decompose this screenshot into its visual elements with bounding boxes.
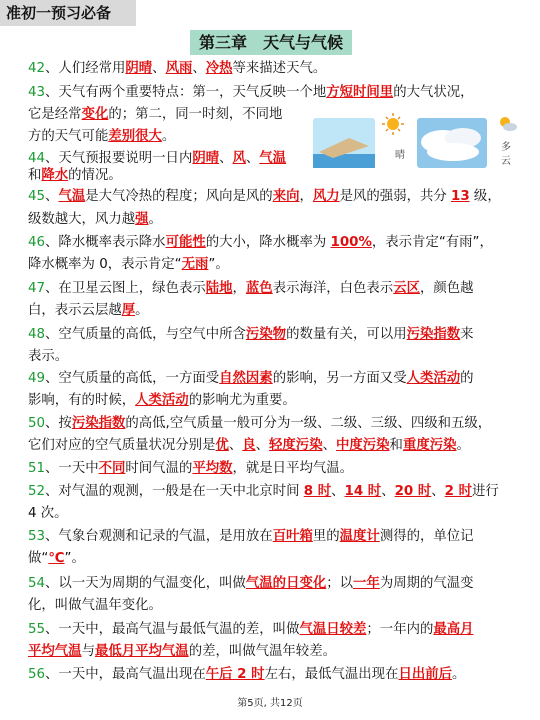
text-line (28, 415, 528, 433)
answer-text: 蓝色 (245, 281, 273, 296)
answer-text: 气温 (58, 189, 86, 204)
body-text: 、 (192, 61, 206, 76)
text-line (28, 326, 528, 344)
body-text: 的大小，降水概率为 (205, 235, 331, 250)
answer-text: 污染物 (245, 327, 287, 342)
body-text: 、 (228, 438, 243, 453)
text-line (28, 528, 528, 546)
answer-text: 人类活动 (406, 371, 461, 386)
body-text: 进行 (472, 484, 499, 499)
cloudy-panel (417, 112, 517, 170)
text-line (28, 460, 528, 478)
body-text: 、 (255, 438, 270, 453)
item-number: 51 (28, 461, 46, 476)
item-number: 43 (28, 85, 46, 100)
answer-text: 重度污染 (402, 438, 457, 453)
body-text: 、一天中，最高气温与最低气温的差，叫做 (45, 622, 300, 637)
body-text: ， (299, 189, 313, 204)
answer-text: 风 (232, 151, 246, 166)
body-text: 影响，有的时候， (28, 393, 136, 408)
body-text: 等来描述天气。 (232, 61, 327, 76)
answer-text: 自然因素 (219, 371, 273, 386)
text-line (28, 597, 528, 615)
body-text: 、天气有两个重要特点：第一，天气反映一个地 (45, 85, 327, 100)
body-text: 降水概率为 0，表示肯定“ (28, 257, 182, 272)
answer-text: 污染指数 (71, 416, 126, 431)
weather-illustration (313, 112, 522, 170)
body-text: 、天气预报要说明一日内 (45, 151, 193, 166)
text-line (28, 370, 528, 388)
item-number: 53 (28, 529, 46, 544)
body-text: 、按 (45, 416, 72, 431)
answer-text: 不同 (98, 461, 126, 476)
body-text: 、气象台观测和记录的气温，是用放在 (45, 529, 273, 544)
item-number: 56 (28, 667, 46, 682)
chapter-title: 第三章 天气与气候 (190, 30, 352, 55)
body-text: ；以 (326, 576, 354, 591)
answer-text: 变化 (81, 107, 109, 122)
body-text: 为周期的气温变 (379, 576, 474, 591)
body-text: 表示。 (28, 349, 69, 364)
body-text: ， (232, 281, 246, 296)
item-number: 44 (28, 151, 46, 166)
item-number: 54 (28, 576, 46, 591)
body-text: 、在卫星云图上，绿色表示 (45, 281, 206, 296)
answer-text: 百叶箱 (272, 529, 313, 544)
body-text: 的高低,空气质量一般可分为一级、二级、三级、四级和五级， (125, 416, 492, 431)
answer-text: 阴晴 (192, 151, 220, 166)
body-text: 它是经常 (28, 107, 82, 122)
body-text: 级， (469, 189, 501, 204)
body-text: 的影响，另一方面又受 (272, 371, 407, 386)
answer-text: 2 时 (444, 484, 473, 499)
answer-text: 一年 (353, 576, 380, 591)
answer-text: 强 (135, 212, 149, 227)
body-text: ；一年内的 (366, 622, 434, 637)
answer-text: 8 时 (303, 484, 332, 499)
body-text: 的情况。 (68, 168, 122, 183)
text-line (28, 84, 528, 102)
answer-text: 来向 (272, 189, 300, 204)
body-text: 时间气温的 (125, 461, 193, 476)
body-text: 。 (456, 438, 470, 453)
body-text: 、降水概率表示降水 (45, 235, 166, 250)
text-line (28, 392, 528, 410)
text-line (28, 437, 528, 455)
answer-text: 风力 (312, 189, 340, 204)
body-text: 、 (152, 61, 166, 76)
body-text: 它们对应的空气质量状况分别是 (28, 438, 216, 453)
text-line (28, 666, 528, 684)
answer-text: 午后 2 时 (205, 667, 265, 682)
body-text: 、以一天为周期的气温变化，叫做 (45, 576, 246, 591)
body-text: 。 (161, 129, 176, 144)
body-text: 做“ (28, 551, 49, 566)
sunny-label: 晴 (395, 150, 405, 161)
text-line (28, 550, 528, 568)
item-number: 42 (28, 61, 46, 76)
body-text: 来 (460, 327, 474, 342)
answer-text: 冷热 (205, 61, 233, 76)
text-line (28, 505, 528, 523)
body-text: 、 (331, 484, 345, 499)
answer-text: 云区 (393, 281, 420, 296)
body-text: 、一天中，最高气温出现在 (45, 667, 206, 682)
answer-text: 气温 (259, 151, 287, 166)
body-text: 级数越大，风力越 (28, 212, 136, 227)
answer-text: 阴晴 (125, 61, 153, 76)
body-text: 化，叫做气温年变化。 (28, 598, 162, 613)
answer-text: 轻度污染 (269, 438, 323, 453)
section-tag: 准初一预习必备 (0, 0, 136, 26)
body-text: 白，表示云层越 (28, 303, 122, 318)
body-text: 、 (219, 151, 233, 166)
text-line (28, 211, 528, 229)
body-text: 。 (452, 667, 466, 682)
text-line (28, 188, 528, 206)
body-text: 的；第二，同一时刻，不同地 (108, 107, 283, 122)
text-line (28, 60, 528, 78)
body-text: 和 (389, 438, 403, 453)
answer-text: 气温的日变化 (245, 576, 327, 591)
body-text: 的大气状况， (393, 85, 474, 100)
text-line (28, 348, 528, 366)
answer-text: 污染指数 (406, 327, 461, 342)
answer-text: 最低月平均气温 (94, 644, 189, 659)
text-line (28, 280, 528, 298)
answer-text: 最高月 (433, 622, 474, 637)
answer-text: 陆地 (205, 281, 233, 296)
body-text: 、 (245, 151, 260, 166)
text-line (28, 234, 528, 252)
body-text: ，表示肯定“有雨”， (371, 235, 493, 250)
answer-text: 平均气温 (28, 644, 82, 659)
answer-text: 温度计 (339, 529, 380, 544)
answer-text: 20 时 (394, 484, 432, 499)
body-text: 、 (45, 189, 59, 204)
cloudy-label-1: 多 (501, 142, 511, 153)
answer-text: 良 (242, 438, 256, 453)
body-text: 左右，最低气温出现在 (264, 667, 399, 682)
body-text: ，颜色越 (419, 281, 474, 296)
page-footer: 第5页, 共12页 (237, 698, 303, 709)
body-text: 4 次。 (28, 506, 68, 521)
body-text: 、 (322, 438, 336, 453)
answer-text: 14 时 (344, 484, 382, 499)
answer-text: 优 (215, 438, 229, 453)
body-text: 里的 (312, 529, 340, 544)
item-number: 52 (28, 484, 46, 499)
answer-text: 气温日较差 (299, 622, 367, 637)
answer-text: 日出前后 (398, 667, 453, 682)
answer-text: 中度污染 (335, 438, 390, 453)
answer-text: 可能性 (165, 235, 206, 250)
body-text: 的影响尤为重要。 (188, 393, 296, 408)
text-line (28, 575, 528, 593)
body-text: 、空气质量的高低，与空气中所含 (45, 327, 246, 342)
answer-text: 13 (451, 189, 470, 204)
body-text: 与 (81, 644, 95, 659)
item-number: 47 (28, 281, 46, 296)
answer-text: 无雨 (181, 257, 209, 272)
text-line (28, 621, 528, 639)
answer-text: 降水 (41, 168, 69, 183)
answer-text: 方短时间里 (326, 85, 394, 100)
text-line (28, 643, 528, 661)
body-text: 的差，叫做气温年较差。 (188, 644, 336, 659)
body-text: 、人们经常用 (45, 61, 126, 76)
answer-text: 人类活动 (135, 393, 189, 408)
body-text: 方的天气可能 (28, 129, 109, 144)
answer-text: ℃ (48, 551, 65, 566)
answer-text: 风雨 (165, 61, 193, 76)
text-line (28, 483, 528, 501)
item-number: 55 (28, 622, 46, 637)
body-text: ”。 (64, 551, 85, 566)
body-text: 、空气质量的高低，一方面受 (45, 371, 220, 386)
body-text: 、 (381, 484, 395, 499)
body-text: 是风的强弱，共分 (339, 189, 452, 204)
answer-text: 差别很大 (108, 129, 162, 144)
item-number: 45 (28, 189, 46, 204)
answer-text: 100% (330, 235, 372, 250)
body-text: 、对气温的观测，一般是在一天中北京时间 (45, 484, 304, 499)
body-text: 、 (431, 484, 445, 499)
body-text: 是大气冷热的程度；风向是风的 (85, 189, 273, 204)
body-text: 。 (135, 303, 149, 318)
body-text: 测得的，单位记 (379, 529, 474, 544)
body-text: ，就是日平均气温。 (232, 461, 354, 476)
cloudy-label-2: 云 (501, 156, 511, 167)
item-number: 49 (28, 371, 46, 386)
sunny-panel (313, 112, 413, 170)
item-number: 50 (28, 416, 46, 431)
answer-text: 平均数 (192, 461, 233, 476)
body-text: 。 (148, 212, 162, 227)
answer-text: 厚 (121, 303, 136, 318)
text-line (28, 256, 528, 274)
body-text: 表示海洋，白色表示 (272, 281, 394, 296)
body-text: 的数量有关，可以用 (286, 327, 407, 342)
body-text: ”。 (208, 257, 229, 272)
text-line (28, 302, 528, 320)
item-number: 48 (28, 327, 46, 342)
body-text: 的 (460, 371, 474, 386)
item-number: 46 (28, 235, 46, 250)
body-text: 、一天中 (45, 461, 99, 476)
body-text: 和 (28, 168, 42, 183)
